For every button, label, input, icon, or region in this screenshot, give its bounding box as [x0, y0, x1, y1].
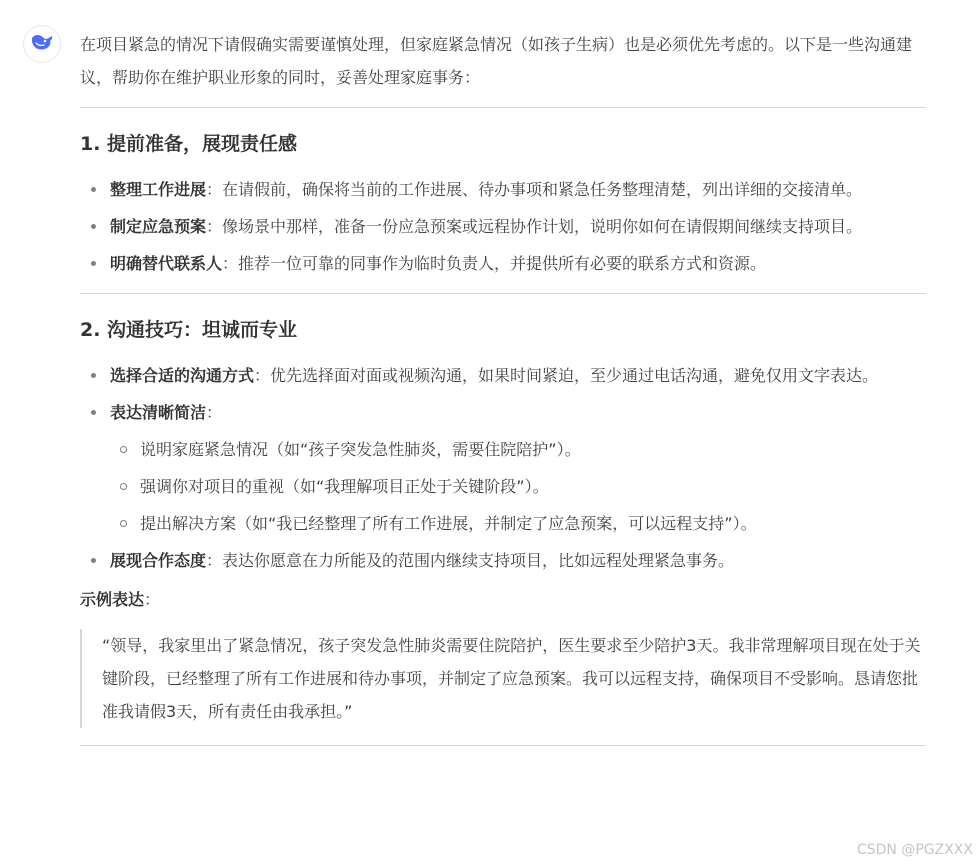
- bullet-dot: [91, 224, 96, 229]
- bullet-dot: [91, 410, 96, 415]
- divider: [80, 745, 926, 746]
- list-item: [80, 210, 926, 243]
- example-label-bold: 示例表达: [80, 590, 145, 609]
- item-text: ：表达你愿意在力所能及的范围内继续支持项目，比如远程处理紧急事务。: [206, 551, 735, 570]
- item-bold-label: 选择合适的沟通方式: [110, 366, 255, 385]
- item-text: ：优先选择面对面或视频沟通，如果时间紧迫，至少通过电话沟通，避免仅用文字表达。: [254, 366, 879, 385]
- section-1-list: [80, 173, 926, 280]
- example-label-suffix: ：: [144, 590, 161, 609]
- example-label: [80, 587, 926, 613]
- item-text: ：在请假前，确保将当前的工作进展、待办事项和紧急任务整理清楚，列出详细的交接清单。: [206, 180, 863, 199]
- item-bold-label: 展现合作态度: [110, 551, 207, 570]
- item-bold-label: 制定应急预案: [110, 217, 207, 236]
- sub-list: [110, 433, 926, 540]
- bullet-ring: [120, 520, 127, 527]
- watermark: CSDN @PGZXXX: [856, 842, 973, 858]
- sub-item-text: 说明家庭紧急情况（如“孩子突发急性肺炎，需要住院陪护”）。: [140, 440, 581, 459]
- sub-item-text: 强调你对项目的重视（如“我理解项目正处于关键阶段”）。: [140, 477, 549, 496]
- assistant-message: [80, 28, 926, 746]
- sub-list-item: [110, 433, 926, 466]
- bullet-dot: [91, 261, 96, 266]
- bullet-dot: [91, 187, 96, 192]
- sub-item-text: 提出解决方案（如“我已经整理了所有工作进展，并制定了应急预案，可以远程支持”）。: [140, 514, 757, 533]
- bullet-ring: [120, 446, 127, 453]
- sub-list-item: [110, 507, 926, 540]
- list-item: [80, 544, 926, 577]
- item-text: ：: [206, 403, 223, 422]
- item-text: ：像场景中那样，准备一份应急预案或远程协作计划，说明你如何在请假期间继续支持项目。: [206, 217, 863, 236]
- item-text: ：推荐一位可靠的同事作为临时负责人，并提供所有必要的联系方式和资源。: [222, 254, 767, 273]
- item-bold-label: 整理工作进展: [110, 180, 207, 199]
- list-item: [80, 396, 926, 540]
- bullet-ring: [120, 483, 127, 490]
- bullet-dot: [91, 373, 96, 378]
- sub-list-item: [110, 470, 926, 503]
- list-item: [80, 173, 926, 206]
- item-bold-label: 明确替代联系人: [110, 254, 223, 273]
- item-bold-label: 表达清晰简洁: [110, 403, 207, 422]
- list-item: [80, 359, 926, 392]
- avatar: [23, 25, 61, 63]
- list-item: [80, 247, 926, 280]
- deepseek-whale-icon: [30, 32, 54, 56]
- bullet-dot: [91, 558, 96, 563]
- section-heading-2: 2. 沟通技巧：坦诚而专业: [80, 319, 298, 341]
- intro-paragraph: 在项目紧急的情况下请假确实需要谨慎处理，但家庭紧急情况（如孩子生病）也是必须优先考虑的。以下是一些沟通建议，帮助你在维护职业形象的同时，妥善处理家庭事务：: [80, 35, 913, 87]
- divider: [80, 293, 926, 294]
- example-quote: “领导，我家里出了紧急情况，孩子突发急性肺炎需要住院陪护，医生要求至少陪护3天。我非常理解项目现在处于关键阶段，已经整理了所有工作进展和待办事项，并制定了应急预案。我可以远程支持，确保项目不受影响。恳请您批准我请假3天，所有责任由我承担。”: [80, 629, 926, 728]
- section-2-list: [80, 359, 926, 577]
- divider: [80, 107, 926, 108]
- section-heading-1: 1. 提前准备，展现责任感: [80, 133, 298, 155]
